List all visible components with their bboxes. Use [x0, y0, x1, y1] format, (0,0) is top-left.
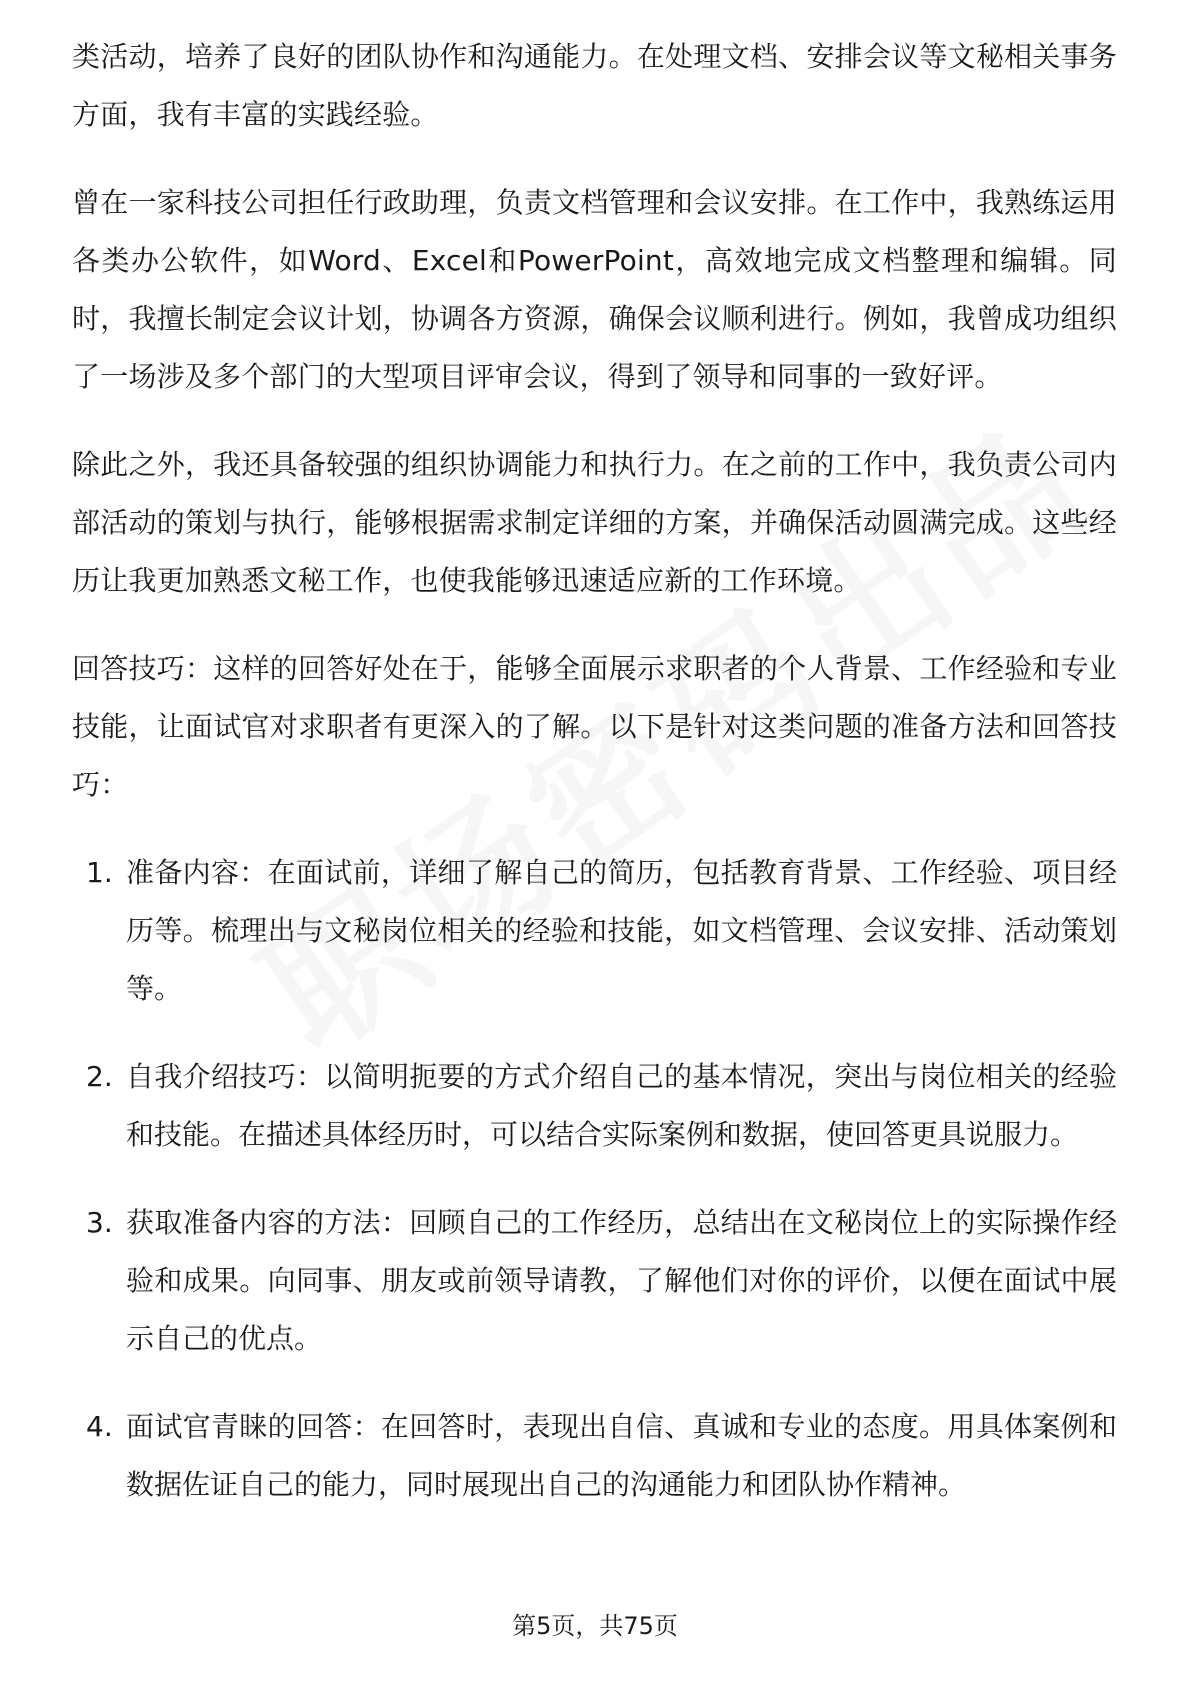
- list-text: 自我介绍技巧：以简明扼要的方式介绍自己的基本情况，突出与岗位相关的经验和技能。在描述具体经历时，可以结合实际案例和数据，使回答更具说服力。: [126, 1060, 1117, 1151]
- list-number: 3.: [86, 1206, 113, 1239]
- list-text: 准备内容：在面试前，详细了解自己的简历，包括教育背景、工作经验、项目经历等。梳理出与文秘岗位相关的经验和技能，如文档管理、会议安排、活动策划等。: [126, 856, 1117, 1005]
- list-text: 获取准备内容的方法：回顾自己的工作经历，总结出在文秘岗位上的实际操作经验和成果。向同事、朋友或前领导请教，了解他们对你的评价，以便在面试中展示自己的优点。: [126, 1206, 1117, 1355]
- paragraph-2: 曾在一家科技公司担任行政助理，负责文档管理和会议安排。在工作中，我熟练运用各类办公软件，如Word、Excel和PowerPoint，高效地完成文档整理和编辑。同时，我擅长制定会议计划，协调各方资源，确保会议顺利进行。例如，我曾成功组织了一场涉及多个部门的大型项目评审会议，得到了领导和同事的一致好评。: [72, 186, 1117, 393]
- document-body: [72, 28, 1117, 1544]
- list-item: [72, 844, 1117, 1018]
- list-number: 2.: [86, 1060, 113, 1093]
- list-item: [72, 1048, 1117, 1164]
- paragraph-4: 回答技巧：这样的回答好处在于，能够全面展示求职者的个人背景、工作经验和专业技能，让面试官对求职者有更深入的了解。以下是针对这类问题的准备方法和回答技巧：: [72, 652, 1117, 801]
- list-text: 面试官青睐的回答：在回答时，表现出自信、真诚和专业的态度。用具体案例和数据佐证自己的能力，同时展现出自己的沟通能力和团队协作精神。: [126, 1410, 1117, 1501]
- list-number: 1.: [86, 856, 113, 889]
- list-item: [72, 1194, 1117, 1368]
- page-number: 第5页，共75页: [512, 1612, 678, 1640]
- list-item: [72, 1398, 1117, 1514]
- tips-list: [72, 844, 1117, 1514]
- list-number: 4.: [86, 1410, 113, 1443]
- paragraph-3: 除此之外，我还具备较强的组织协调能力和执行力。在之前的工作中，我负责公司内部活动的策划与执行，能够根据需求制定详细的方案，并确保活动圆满完成。这些经历让我更加熟悉文秘工作，也使我能够迅速适应新的工作环境。: [72, 448, 1117, 597]
- paragraph-1: 类活动，培养了良好的团队协作和沟通能力。在处理文档、安排会议等文秘相关事务方面，我有丰富的实践经验。: [72, 40, 1117, 131]
